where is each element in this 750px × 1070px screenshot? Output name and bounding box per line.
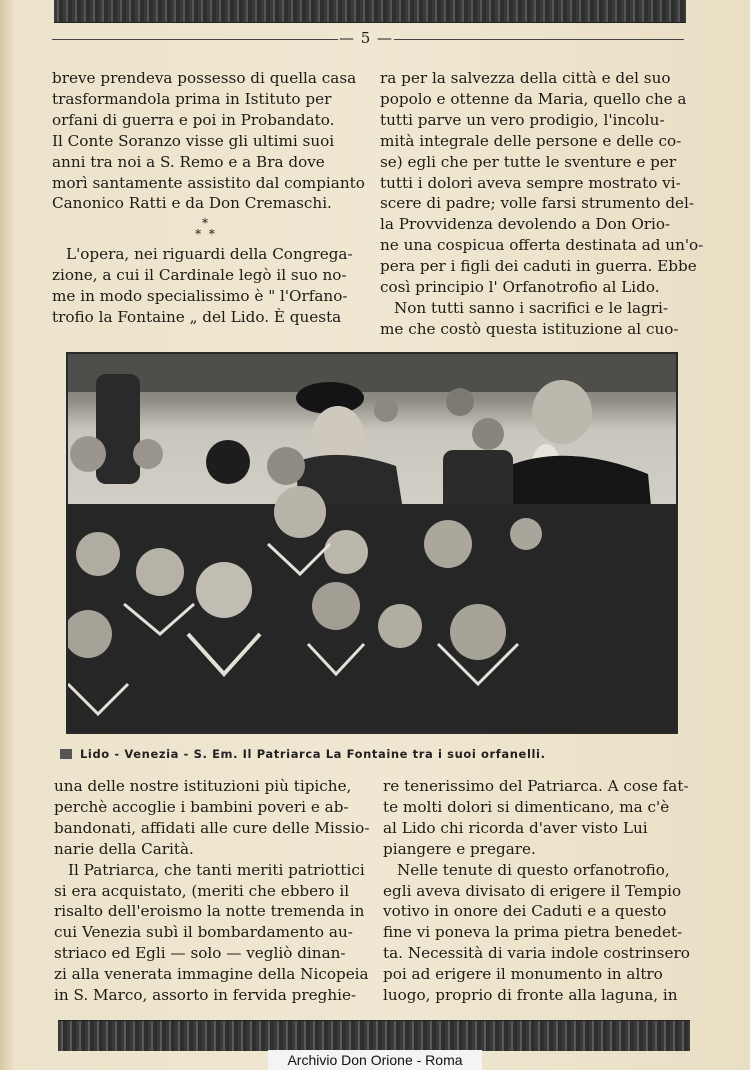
text-line: bandonati, affidati alle cure delle Missio- [54,818,370,837]
text-line: striaco ed Egli — solo — vegliò dinan- [54,944,346,963]
text-line: tutti i dolori aveva sempre mostrato vi- [380,173,681,192]
text-line: trasformandola prima in Istituto per [52,89,332,108]
text-line: una delle nostre istituzioni più tipiche, [54,777,352,795]
header-rule-right [394,39,684,40]
text-line: fine vi poneva la prima pietra benedet- [383,923,683,942]
text-line: re tenerissimo del Patriarca. A cose fat- [383,777,689,795]
photo-illustration [68,354,676,732]
text-line: risalto dell'eroismo la notte tremenda in [54,902,365,921]
column-top-right [380,68,704,340]
text-line: morì santamente assistito dal compianto [52,173,365,192]
text-line: L'opera, nei riguardi della Congrega- [66,245,353,264]
text-line: Canonico Ratti e da Don Cremaschi. [52,194,332,213]
text-line: piangere e pregare. [383,839,536,858]
column-bottom-right [383,776,691,1006]
page-number: — 5 — [338,29,394,47]
text-line: Non tutti sanno i sacrifici e le lagri- [394,298,669,317]
text-line: orfani di guerra e poi in Probandato. [52,110,335,129]
text-line: ta. Necessità di varia indole costrinsero [383,944,690,963]
text-line: ra per la salvezza della città e del suo [380,69,671,87]
column-bottom-left [54,776,370,1006]
caption-mark-icon [60,749,72,759]
text-line: cui Venezia subì il bombardamento au- [54,923,353,942]
top-decorative-band [54,0,686,23]
text-line: zione, a cui il Cardinale legò il suo no- [52,266,347,285]
text-line: me in modo specialissimo è " l'Orfano- [52,287,348,306]
text-line: zi alla venerata immagine della Nicopeia [54,965,369,984]
text-line: mità integrale delle persone e delle co- [380,131,682,150]
text-line: Nelle tenute di questo orfanotrofio, [397,860,670,879]
text-line: perchè accoglie i bambini poveri e ab- [54,797,349,816]
text-line: scere di padre; volle farsi strumento del- [380,194,695,213]
asterism-top: * [202,216,210,231]
text-line: si era acquistato, (meriti che ebbero il [54,881,350,900]
text-line: narie della Carità. [54,839,194,858]
text-line: luogo, proprio di fronte alla laguna, in [383,986,678,1005]
text-line: Il Conte Soranzo visse gli ultimi suoi [52,131,335,150]
text-line: in S. Marco, assorto in fervida preghie- [54,986,357,1005]
text-line: Il Patriarca, che tanti meriti patriottici [68,860,365,879]
text-line: ne una cospicua offerta destinata ad un'o- [380,236,704,255]
photo-caption [60,747,690,761]
text-line: la Provvidenza devolendo a Don Orio- [380,215,671,234]
text-line: votivo in onore dei Caduti e a questo [383,902,667,921]
column-top-left [52,68,365,328]
text-line: pera per i figli dei caduti in guerra. Ebbe [380,257,697,276]
text-line: se) egli che per tutte le sventure e per [380,152,677,171]
text-line: anni tra noi a S. Remo e a Bra dove [52,152,325,171]
text-line: egli aveva divisato di erigere il Tempio [383,881,682,900]
text-line: te molti dolori si dimenticano, ma c'è [383,797,670,816]
archive-watermark: Archivio Don Orione - Roma [268,1050,482,1070]
caption-text: Lido - Venezia - S. Em. Il Patriarca La Fontaine tra i suoi orfanelli. [80,747,546,761]
tree-line [68,354,676,392]
bottom-decorative-band [58,1020,690,1051]
text-line: poi ad erigere il monumento in altro [383,965,663,984]
text-line: al Lido chi ricorda d'aver visto Lui [383,818,648,837]
text-line: trofio la Fontaine „ del Lido. È questa [52,308,342,327]
text-line: breve prendeva possesso di quella casa [52,69,357,87]
text-line: tutti parve un vero prodigio, l'incolu- [380,110,665,129]
text-line: me che costò questa istituzione al cuo- [380,319,679,338]
text-line: così principio l' Orfanotrofio al Lido. [380,278,660,297]
text-line: popolo e ottenne da Maria, quello che a [380,89,687,108]
header-rule-left [52,39,338,40]
photograph [66,352,678,734]
asterism-bottom: * * [195,227,217,242]
